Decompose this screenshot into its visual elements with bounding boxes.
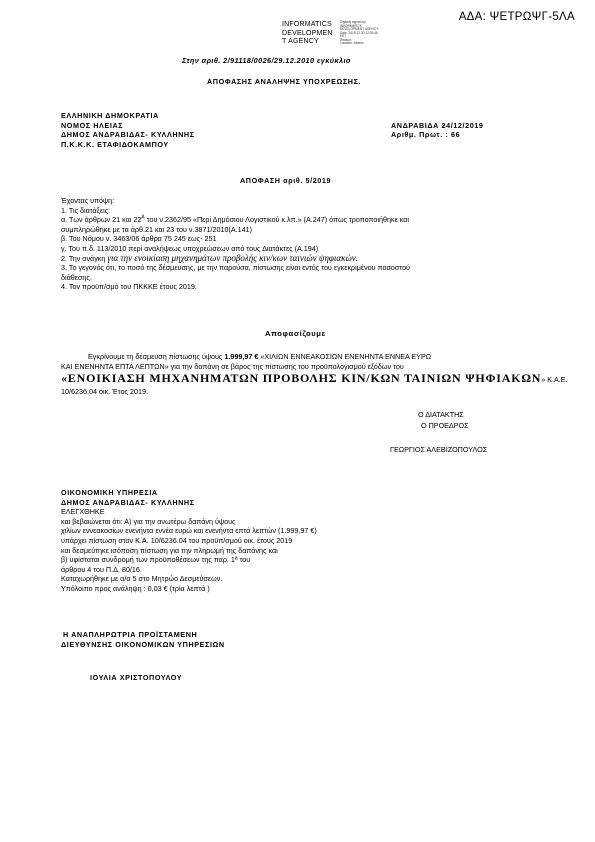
consideration-item: 1. Τις διατάξεις: bbox=[61, 205, 111, 215]
stamp-line: T AGENCY bbox=[282, 38, 319, 46]
finance-line: υπάρχει πίστωση στον Κ.Α. 10/6236.04 του προϋπ/σμού οικ. έτους 2019 bbox=[61, 535, 293, 545]
consideration-item-3: 3. Το γεγονός ότι, το ποσό της δέσμευσης, με την παρούσα, πίστωσης είναι εντός του εγκεκριμένου ποσοστού bbox=[61, 263, 410, 273]
approval-line-2: ΚΑΙ ΕΝΕΝΗΝΤΑ ΕΠΤΑ ΛΕΠΤΩΝ» για την δαπάνη σε βάρος της πίστωσης του προϋπολογισμού εξόδων του bbox=[61, 361, 404, 371]
text: «ΧΙΛΙΩΝ ΕΝΝΕΑΚΟΣΙΩΝ ΕΝΕΝΗΝΤΑ ΕΝΝΕΑ ΕΥΡΩ bbox=[258, 352, 432, 361]
text: για την ενοικίαση μηχανημάτων προβολής κιν/κων ταινιών ψηφιακών. bbox=[107, 252, 358, 263]
decide-heading: Αποφασίζουμε bbox=[265, 329, 326, 338]
finance-checked: ΕΛΕΓΧΘΗΚΕ bbox=[61, 507, 105, 517]
header-line: ΝΟΜΟΣ ΗΛΕΙΑΣ bbox=[61, 120, 124, 130]
head-finance-title: Η ΑΝΑΠΛΗΡΩΤΡΙΑ ΠΡΟΪΣΤΑΜΕΝΗ bbox=[63, 630, 198, 639]
consideration-item-3-cont: διάθεσης. bbox=[61, 272, 92, 282]
consideration-item-2 bbox=[61, 254, 569, 264]
approval-line-4: 10/6236.04 οικ. Έτος 2019. bbox=[61, 387, 148, 397]
header-line: Π.Κ.Κ.Κ. ΕΤΑΦΙΔΟΚΑΜΠΟΥ bbox=[61, 139, 169, 149]
stamp-detail: Date: 2019.12.30 12:03:46 bbox=[340, 30, 378, 35]
signature-stamp-details bbox=[340, 21, 378, 46]
approval-paragraph bbox=[61, 352, 569, 397]
finance-line: Υπόλοιπο προς ανάληψη : 0,03 € (τρία λεπτά ) bbox=[61, 583, 210, 593]
stamp-detail: EET bbox=[340, 34, 347, 38]
finance-line: χιλίων εννεακοσίων ενενήντα εννέα ευρώ και ενενήντα επτά λεπτών (1.999,97 €) bbox=[61, 526, 317, 536]
finance-line: και δεσμεύτηκε ισόποση πίστωση για την πληρωμή της δαπάνης και bbox=[61, 545, 278, 555]
circular-reference: Στην αριθ. 2/91118/0026/29.12.2010 εγκύκλιο bbox=[182, 56, 351, 65]
decision-title: ΑΠΟΦΑΣΗ αριθ. 5/2019 bbox=[240, 176, 332, 185]
text: α. Των άρθρων 21 και 22 bbox=[61, 215, 142, 225]
consideration-item-a bbox=[61, 215, 569, 225]
stamp-detail: Location: Athens bbox=[340, 41, 364, 45]
stamp-detail: INFORMATICS bbox=[340, 23, 362, 28]
signature-stamp-name bbox=[282, 21, 333, 47]
ada-code: ΑΔΑ: ΨΕΤΡΩΨΓ-5ΛΑ bbox=[458, 11, 575, 23]
finance-municipality: ΔΗΜΟΣ ΑΝΔΡΑΒΙΔΑΣ- ΚΥΛΛΗΝΗΣ bbox=[61, 497, 195, 507]
header-line: ΕΛΛΗΝΙΚΗ ΔΗΜΟΚΡΑΤΙΑ bbox=[61, 111, 159, 120]
protocol-number: Αριθμ. Πρωτ. : 66 bbox=[391, 130, 461, 140]
consideration-item-4: 4. Τον προϋπ/σμό του ΠΚΚΚΕ έτους 2019. bbox=[61, 282, 197, 292]
finance-line: Καταχωρήθηκε με α/α 5 στο Μητρώο Δεσμεύσεων. bbox=[61, 574, 223, 584]
stamp-detail: DEVELOPMENT AGENCY bbox=[340, 27, 379, 31]
head-finance-department: ΔΙΕΥΘΥΝΣΗΣ ΟΙΚΟΝΟΜΙΚΩΝ ΥΠΗΡΕΣΙΩΝ bbox=[61, 639, 225, 649]
text: Εγκρίνουμε τη δέσμευση πίστωσης ύψους bbox=[88, 352, 225, 361]
place-date: ΑΝΔΡΑΒΙΔΑ 24/12/2019 bbox=[391, 120, 484, 130]
consideration-item-c: γ. Του π.δ. 113/2010 περί αναλήψεως υποχρεώσεων από τους Διατάκτες (Α.194) bbox=[61, 243, 319, 253]
superscript: Α bbox=[141, 214, 145, 221]
document-title: ΑΠΟΦΑΣΗΣ ΑΝΑΛΗΨΗΣ ΥΠΟΧΡΕΩΣΗΣ. bbox=[207, 77, 362, 86]
text: 2. Την ανάγκη bbox=[61, 253, 108, 263]
signature-role: Ο ΔΙΑΤΑΚΤΗΣ bbox=[418, 410, 464, 419]
approval-line-1 bbox=[61, 352, 569, 362]
finance-title: ΟΙΚΟΝΟΜΙΚΗ ΥΠΗΡΕΣΙΑ bbox=[61, 488, 158, 497]
considerations bbox=[61, 196, 569, 292]
text: » Κ.Α.Ε. bbox=[541, 375, 568, 385]
header-authority bbox=[61, 111, 195, 149]
signature-title: Ο ΠΡΟΕΔΡΟΣ bbox=[421, 421, 469, 430]
finance-section bbox=[61, 488, 317, 594]
consideration-item-b: β. Του Νόμου ν. 3463/06 άρθρα 75 245 εως- 251 bbox=[61, 234, 217, 244]
consideration-item-a-cont: συμπληρώθηκε με τα άρθ.21 και 23 του ν.3871/2010(Α.141) bbox=[61, 224, 253, 234]
finance-line: άρθρου 4 του Π.Δ. 80/16. bbox=[61, 564, 142, 574]
expense-title: «ΕΝΟΙΚΙΑΣΗ ΜΗΧΑΝΗΜΑΤΩΝ ΠΡΟΒΟΛΗΣ ΚΙΝ/ΚΩΝ ΤΑΙΝΙΩΝ ΨΗΦΙΑΚΩΝ bbox=[61, 371, 542, 386]
finance-line: β) υφίσταται συνδρομή των προϋποθέσεων της παρ. 1ª του bbox=[61, 555, 251, 565]
digital-signature-stamp bbox=[282, 21, 450, 55]
finance-line: και βεβαιώνεται ότι: Α) για την ανωτέρω δαπάνη ύψους bbox=[61, 516, 236, 526]
considerations-intro: Έχοντας υπόψη: bbox=[61, 196, 115, 205]
header-line: ΔΗΜΟΣ ΑΝΔΡΑΒΙΔΑΣ- ΚΥΛΛΗΝΗΣ bbox=[61, 130, 195, 140]
signature-name: ΓΕΩΡΓΙΟΣ ΑΛΕΒΙΖΟΠΟΥΛΟΣ bbox=[390, 445, 488, 454]
amount: 1.999,97 € bbox=[224, 352, 259, 361]
stamp-line: INFORMATICS bbox=[282, 21, 332, 28]
header-date-protocol bbox=[391, 121, 484, 140]
head-finance bbox=[61, 630, 225, 649]
stamp-detail: Reason: bbox=[340, 37, 352, 42]
stamp-detail: Digitally signed by bbox=[340, 20, 366, 24]
stamp-line: DEVELOPMEN bbox=[282, 29, 333, 37]
text: του ν.2362/95 «Περί Δημόσιου Λογιστικού κ.λπ.» (Α.247) όπως τροποποιήθηκε και bbox=[144, 215, 410, 225]
finance-signer: ΙΟΥΛΙΑ ΧΡΙΣΤΟΠΟΥΛΟΥ bbox=[90, 673, 183, 682]
approval-line-3 bbox=[61, 371, 569, 387]
